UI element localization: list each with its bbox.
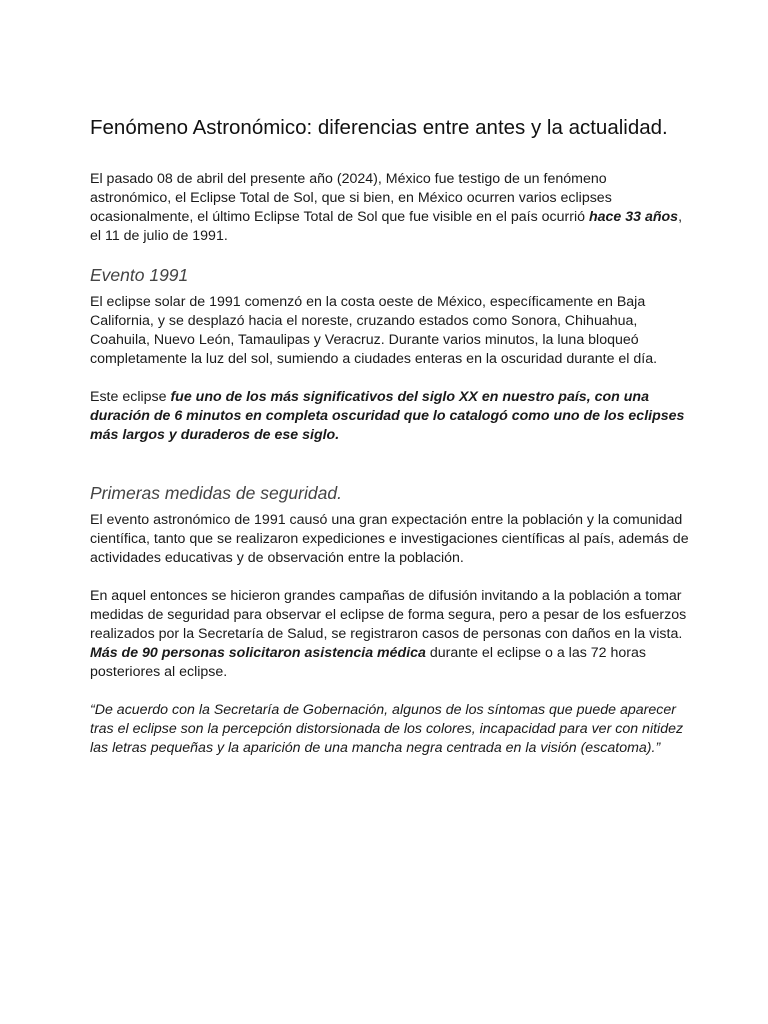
section1-p2-emphasis: fue uno de los más significativos del siglo XX en nuestro país, con una duración de 6 minutos en completa oscuridad que lo catalogó como uno de los eclipses más largos y duraderos de ese siglo. xyxy=(90,388,685,443)
section-heading-evento-1991: Evento 1991 xyxy=(90,264,189,285)
section1-paragraph-2 xyxy=(90,388,690,445)
quote-paragraph: “De acuerdo con la Secretaría de Gobernación, algunos de los síntomas que puede aparecer tras el eclipse son la percepción distorsionada de los colores, incapacidad para ver con nitidez las letras pequeñas y la aparición de una mancha negra centrada en la visión (escatoma).” xyxy=(90,701,684,756)
intro-paragraph xyxy=(90,170,690,246)
section2-p3-emphasis: Más de 90 personas solicitaron asistencia médica xyxy=(90,644,426,661)
document-title: Fenómeno Astronómico: diferencias entre antes y la actualidad. xyxy=(90,116,668,139)
section2-paragraph-3 xyxy=(90,644,690,682)
intro-text: El pasado 08 de abril del presente año (2024), México fue testigo de un fenómeno astronómico, el Eclipse Total de Sol, que si bien, en México ocurren varios eclipses ocasionalmente, el último Eclipse Total de Sol que fue visible en el país ocurrió xyxy=(90,170,612,225)
intro-text-end: , el 11 de julio de 1991. xyxy=(90,208,683,244)
section1-paragraph-1: El eclipse solar de 1991 comenzó en la costa oeste de México, específicamente en Baja California, y se desplazó hacia el noreste, cruzando estados como Sonora, Chihuahua, Coahuila, Nuevo León, Tamaulipas y Veracruz. Durante varios minutos, la luna bloqueó completamente la luz del sol, sumiendo a ciudades enteras en la oscuridad durante el día. xyxy=(90,293,658,367)
section2-p3-text: durante el eclipse o a las 72 horas posteriores al eclipse. xyxy=(90,644,646,680)
intro-emphasis: hace 33 años xyxy=(588,208,679,225)
section-heading-medidas-seguridad: Primeras medidas de seguridad. xyxy=(90,482,342,503)
section1-p2-text: Este eclipse xyxy=(90,388,171,405)
section2-paragraph-2: En aquel entonces se hicieron grandes campañas de difusión invitando a la población a tomar medidas de seguridad para observar el eclipse de forma segura, pero a pesar de los esfuerzos realizados por la Secretaría de Salud, se registraron casos de personas con daños en la vista. xyxy=(90,587,687,642)
section2-paragraph-1: El evento astronómico de 1991 causó una gran expectación entre la población y la comunidad científica, tanto que se realizaron expediciones e investigaciones científicas al país, además de actividades educativas y de observación entre la población. xyxy=(90,511,689,566)
